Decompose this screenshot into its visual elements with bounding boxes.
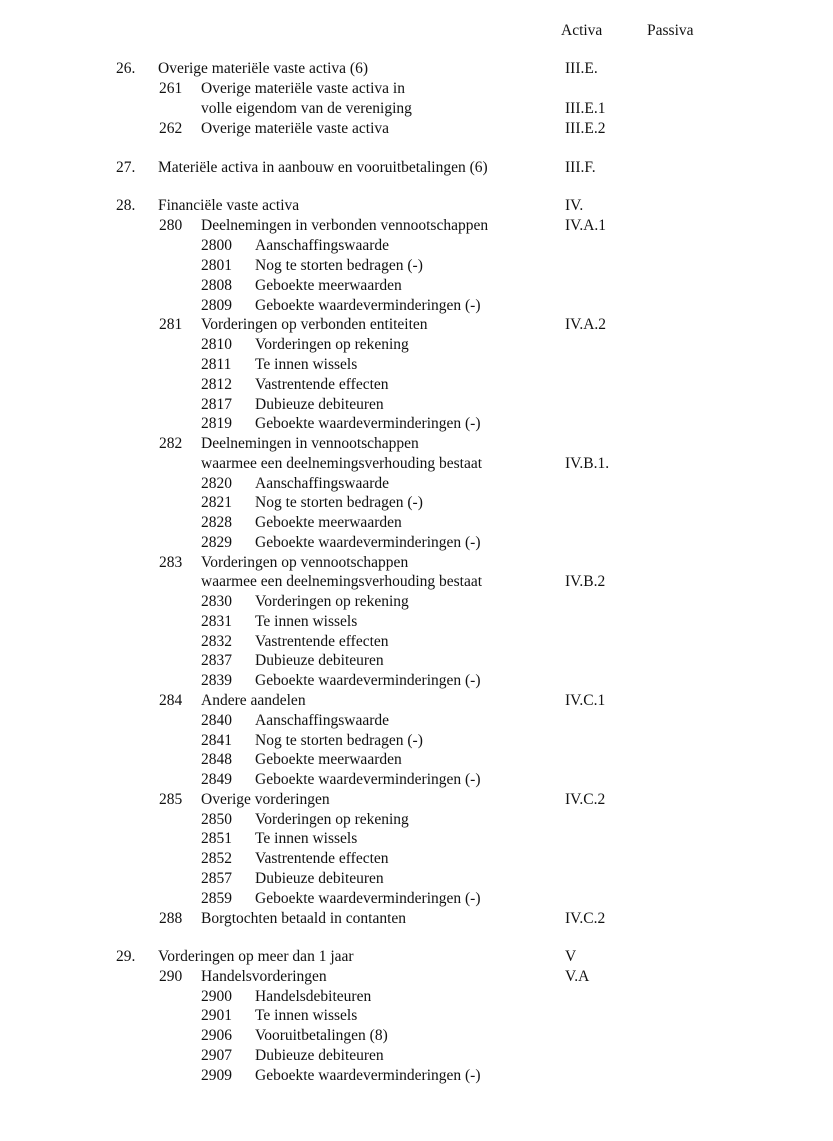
account-code: 2801 [201,257,232,274]
account-row [0,572,833,592]
account-label: Nog te storten bedragen (-) [255,732,423,749]
account-code: 2832 [201,633,232,650]
balance-reference: IV.C.2 [565,791,606,808]
account-label: Handelsvorderingen [201,968,327,985]
account-label: Nog te storten bedragen (-) [255,257,423,274]
account-code: 280 [159,217,183,234]
account-code: 2820 [201,475,232,492]
account-label: Dubieuze debiteuren [255,396,384,413]
account-row [0,750,833,770]
account-row [0,414,833,434]
account-code: 2809 [201,297,232,314]
account-code: 2811 [201,356,232,373]
balance-reference: IV.A.2 [565,316,607,333]
account-label: Geboekte waardeverminderingen (-) [255,890,481,907]
account-label: Materiële activa in aanbouw en vooruitbetalingen (6) [158,159,488,176]
account-label: Nog te storten bedragen (-) [255,494,423,511]
account-code: 2857 [201,870,232,887]
account-row [0,276,833,296]
account-label: Aanschaffingswaarde [255,475,389,492]
account-row [0,474,833,494]
account-code: 2810 [201,336,232,353]
account-code: 2819 [201,415,232,432]
account-code: 2900 [201,988,232,1005]
account-row [0,395,833,415]
account-label: Financiële vaste activa [158,197,300,214]
account-code: 2841 [201,732,232,749]
account-row [0,256,833,276]
account-label: Andere aandelen [201,692,306,709]
account-code: 2837 [201,652,232,669]
account-label: Vastrentende effecten [255,633,389,650]
account-label: Overige materiële vaste activa [201,120,390,137]
account-code: 29. [116,948,136,965]
account-row [0,849,833,869]
account-code: 284 [159,692,183,709]
account-code: 288 [159,910,183,927]
account-row [0,810,833,830]
account-label: Geboekte waardeverminderingen (-) [255,672,481,689]
account-code: 2852 [201,850,232,867]
account-row [0,1006,833,1026]
account-label: Aanschaffingswaarde [255,237,389,254]
account-row [0,947,833,967]
account-label: Deelnemingen in verbonden vennootschappen [201,217,489,234]
account-label: Vorderingen op verbonden entiteiten [201,316,428,333]
account-row [0,1046,833,1066]
account-label: Dubieuze debiteuren [255,652,384,669]
account-row [0,671,833,691]
account-row [0,79,833,99]
account-code: 26. [116,60,136,77]
account-code: 2907 [201,1047,232,1064]
account-label: Vorderingen op rekening [255,593,409,610]
balance-reference: V [565,948,577,965]
account-label: Vooruitbetalingen (8) [255,1027,388,1044]
account-code: 2906 [201,1027,232,1044]
account-code: 283 [159,554,183,571]
account-code: 2808 [201,277,232,294]
account-label: Overige materiële vaste activa (6) [158,60,368,77]
account-label: Te innen wissels [255,830,358,847]
account-row [0,1026,833,1046]
account-label: waarmee een deelnemingsverhouding bestaat [201,455,483,472]
account-code: 261 [159,80,183,97]
account-row [0,790,833,810]
balance-reference: IV.C.2 [565,910,606,927]
account-code: 2831 [201,613,232,630]
account-row [0,691,833,711]
account-code: 2851 [201,830,232,847]
column-header-passiva: Passiva [647,22,694,39]
account-row [0,375,833,395]
account-label: Geboekte meerwaarden [255,277,402,294]
account-label: Vorderingen op rekening [255,811,409,828]
account-code: 2829 [201,534,232,551]
account-row [0,592,833,612]
account-label: Dubieuze debiteuren [255,870,384,887]
balance-reference: III.E.1 [565,100,606,117]
account-label: Te innen wissels [255,1007,358,1024]
account-row [0,236,833,256]
account-code: 282 [159,435,183,452]
account-code: 262 [159,120,183,137]
account-row [0,158,833,178]
account-label: Geboekte waardeverminderingen (-) [255,415,481,432]
account-row [0,493,833,513]
account-code: 28. [116,197,136,214]
account-label: Geboekte waardeverminderingen (-) [255,1067,481,1084]
account-code: 2830 [201,593,232,610]
account-label: Vastrentende effecten [255,850,389,867]
account-label: Te innen wissels [255,356,358,373]
account-label: Vorderingen op vennootschappen [201,554,409,571]
account-row [0,454,833,474]
account-label: Dubieuze debiteuren [255,1047,384,1064]
account-row [0,711,833,731]
account-row [0,533,833,553]
balance-reference: III.F. [565,159,596,176]
account-code: 2909 [201,1067,232,1084]
account-row [0,296,833,316]
balance-reference: IV. [565,197,584,214]
account-label: volle eigendom van de vereniging [201,100,412,117]
account-code: 2901 [201,1007,232,1024]
account-label: Overige materiële vaste activa in [201,80,405,97]
account-label: Geboekte waardeverminderingen (-) [255,771,481,788]
account-label: Aanschaffingswaarde [255,712,389,729]
balance-reference: IV.B.1. [565,455,610,472]
account-label: waarmee een deelnemingsverhouding bestaat [201,573,483,590]
account-label: Handelsdebiteuren [255,988,372,1005]
account-code: 2849 [201,771,232,788]
account-label: Vastrentende effecten [255,376,389,393]
account-row [0,612,833,632]
account-row [0,315,833,335]
account-row [0,99,833,119]
account-row [0,889,833,909]
account-row [0,434,833,454]
account-code: 2821 [201,494,232,511]
balance-reference: V.A [565,968,590,985]
account-row [0,196,833,216]
account-row [0,335,833,355]
account-code: 285 [159,791,183,808]
account-row [0,513,833,533]
account-code: 27. [116,159,136,176]
account-code: 2839 [201,672,232,689]
account-code: 2800 [201,237,232,254]
account-row [0,553,833,573]
account-code: 2848 [201,751,232,768]
account-code: 281 [159,316,183,333]
account-row [0,869,833,889]
account-row [0,632,833,652]
account-code: 2828 [201,514,232,531]
account-row [0,987,833,1007]
account-row [0,651,833,671]
account-row [0,119,833,139]
account-code: 290 [159,968,183,985]
account-row [0,909,833,929]
balance-reference: III.E. [565,60,598,77]
balance-reference: IV.B.2 [565,573,606,590]
column-header-activa: Activa [561,22,603,39]
account-row [0,770,833,790]
balance-reference: III.E.2 [565,120,606,137]
account-code: 2859 [201,890,232,907]
account-label: Vorderingen op rekening [255,336,409,353]
account-label: Overige vorderingen [201,791,330,808]
account-code: 2812 [201,376,232,393]
balance-reference: IV.C.1 [565,692,606,709]
account-label: Borgtochten betaald in contanten [201,910,407,927]
account-code: 2817 [201,396,232,413]
account-code: 2850 [201,811,232,828]
account-label: Deelnemingen in vennootschappen [201,435,419,452]
account-label: Vorderingen op meer dan 1 jaar [158,948,354,965]
account-label: Geboekte waardeverminderingen (-) [255,534,481,551]
account-row [0,1066,833,1086]
account-row [0,355,833,375]
account-label: Geboekte meerwaarden [255,751,402,768]
account-row [0,829,833,849]
account-row [0,967,833,987]
account-label: Geboekte waardeverminderingen (-) [255,297,481,314]
account-row [0,59,833,79]
account-row [0,731,833,751]
account-label: Geboekte meerwaarden [255,514,402,531]
balance-reference: IV.A.1 [565,217,607,234]
account-label: Te innen wissels [255,613,358,630]
account-row [0,216,833,236]
account-code: 2840 [201,712,232,729]
